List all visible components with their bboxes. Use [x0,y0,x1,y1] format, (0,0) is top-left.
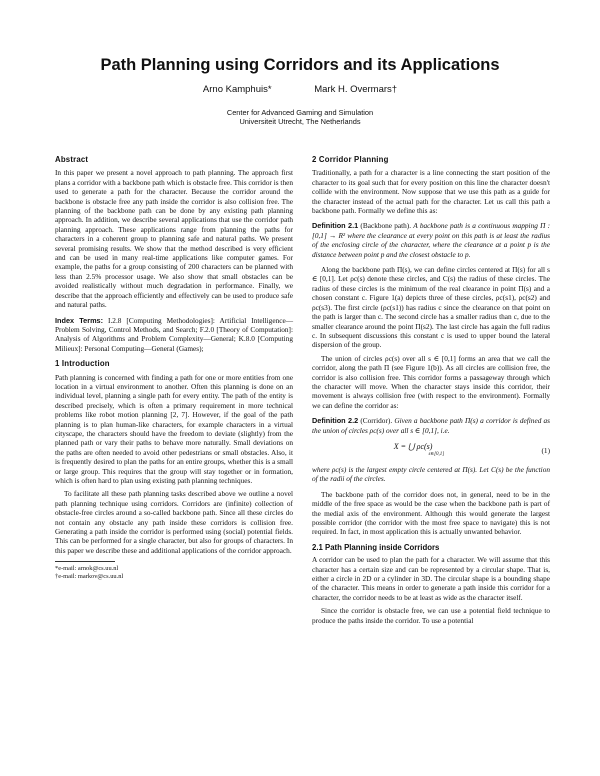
index-terms-text: I.2.8 [Computing Methodologies]: Artificial Intelligence—Problem Solving, Control Methods, and Search; F.2.0 [Theory of Computation]: Analysis of Algorithms and Problem Complexity—General; K.8.0 [Computing Milieux]: Personal Computing—General (Games); [55,315,293,353]
affiliation-line-1: Center for Advanced Gaming and Simulation [226,108,374,117]
subsection-2-1-paragraph-2: Since the corridor is obstacle free, we can use a potential field technique to produce the paths inside the corridor. To use a potential [312,606,550,625]
index-terms-label: Index Terms: [55,315,104,325]
corridor-paragraph-3: The union of circles ρc(s) over all s ∈ [0,1] forms an area that we call the corridor, along the path Π (see Figure 1(b)). As all circles are collision free, the corridor is also collision free. This corridor forms a passageway through which the character will move. When the character stays inside this corridor, their movement is always collision free (with respect to the environment). Formally we can define the corridor as: [312,353,550,410]
definition-backbone-path [312,221,550,259]
corridor-paragraph-2: Along the backbone path Π(s), we can define circles centered at Π(s) for all s ∈ [0,1]. Let ρc(s) denote these circles, and C(s) the radius of these circles. The radius of these circles is the minimum of the real clearance in point Π(s) and a chosen constant c. Figure 1(a) depicts three of these circles, ρc(s1), ρc(s2) and ρc(s3). The first circle (ρc(s1)) has radius c since the clearance on that point on the path is larger than c. The second circle has a smaller radius than c, due to the smaller clearance around the point Π(s2). The last circle has again the full radius c. In subsequent discussions this constant c is used to upper bound the lateral dispersion of the group. [312,265,550,350]
subsection-2-1-heading: 2.1 Path Planning inside Corridors [312,542,440,552]
corridor-paragraph-4: The backbone path of the corridor does not, in general, need to be in the middle of the free space as would be the case when the backbone path is part of the medial axis of the environment. Although this would generate the largest possible corridor (the corridor with the most free space to navigate) this is not required. In fact, in most application this is actually unwanted behavior. [312,489,550,537]
corridor-planning-heading: 2 Corridor Planning [312,155,389,164]
equation-1 [312,439,550,463]
introduction-paragraph-1: Path planning is concerned with finding a path for one or more entities from one location in a virtual environment to another. Often this planning is done on an individual level, planning a single path for every entity. The path of the entity is described precisely, which is often a primary requirement in more technical problems like robot motion planning [2, 7]. However, if the goal of the path planning is to plan human-like characters, for example characters in a virtual cityscape, the characters should have the freedom to deviate (slightly) from the planned path or vary their paths to behave more naturally. Small deviations on the paths are often needed to avoid other pedestrians or small obstacles. Also, it is frequently desired to plan the paths for an entire groups, whether this is a small or large group. This requires that the group will stay together or in formation, which is often hard to plan using existing path planning techniques. [55,372,293,485]
equation-subscript: s∈[0,1] [428,452,445,458]
author-kamphuis: Arno Kamphuis* [202,84,272,95]
definition-2-1-label: Definition 2.1 [312,221,359,231]
footnote-1: *e-mail: arnok@cs.uu.nl [55,565,119,573]
affiliation [0,108,600,126]
footnote-2: †e-mail: markov@cs.uu.nl [55,573,124,581]
equation-expression: X = ⋃ ρc(s) [393,442,433,452]
equation-body [312,442,526,459]
definition-2-2-name: (Corridor). [360,416,393,426]
definition-2-1-name: (Backbone path). [360,221,412,231]
left-column [55,155,293,581]
corridor-paragraph-1: Traditionally, a path for a character is a line connecting the start position of the character to its goal such that for every position on this line the character doesn't collide with the environment. Now suppose that we use this path as a guide for the character instead of the actual path for the character. Let us call this path a backbone path. Formally we define this as: [312,168,550,216]
author-line [0,84,600,95]
definition-2-2-continuation: where ρc(s) is the largest empty circle centered at Π(s). Let C(s) be the function of the radii of the circles. [312,464,550,484]
index-terms [55,316,293,354]
author-overmars: Mark H. Overmars† [314,84,398,95]
equation-number: (1) [541,446,550,456]
footnote-rule [55,561,115,562]
subsection-2-1-paragraph-1: A corridor can be used to plan the path for a character. We will assume that this character has a certain size and can be represented by a circular shape. That is, either a circle in 2D or a cylinder in 3D. The circular shape is a bounding shape of the character. This means in order to generate a path inside this corridor for a character, the corridor needs to be at least as wide as the character itself. [312,555,550,602]
paper-title: Path Planning using Corridors and its Applications [100,56,500,74]
definition-corridor [312,416,550,435]
introduction-heading: 1 Introduction [55,359,110,369]
definition-2-1-text: A backbone path is a continuous mapping Π : [0,1] → R² where the clearance at every point on this path is at least the radius of the enclosing circle of the character, where the clearance at a point p is the distance between point p and the closest obstacle to p. [312,221,551,259]
abstract-heading: Abstract [55,155,89,164]
definition-2-2-text: Given a backbone path Π(s) a corridor is defined as the union of circles ρc(s) over all s ∈ [0,1], i.e. [312,416,550,435]
definition-2-2-label: Definition 2.2 [312,416,359,426]
right-column [312,155,550,625]
introduction-paragraph-2: To facilitate all these path planning tasks described above we outline a novel path planning technique using corridors. Corridors are (infinite) collection of obstacle-free circles around a so-called backbone path. Since all these circles do not contain any obstacle any path inside these corridors is collision free. Generating a path inside the corridor is performed using (social) potential fields. This can be performed for a single character, but also for groups of characters. In this paper we describe these and additional applications of the corridor approach. [55,489,293,555]
affiliation-line-2: Universiteit Utrecht, The Netherlands [239,117,361,126]
abstract-text: In this paper we present a novel approach to path planning. The approach first plans a corridor with a backbone path which is obstacle free. This corridor is then used to generate a path for the character. Because the corridor around the backbone is obstacle free any path inside the corridor is also collision free. The planning of the backbone path can be done by any existing path planning approach. In addition, we describe several applications that use the corridor path planning approach. These applications range from planning the paths for characters in a coherent group to planning safe and natural paths. We present several promising results. We show that the method described is very efficient and can be used in many real-time applications like computer games. For example, the paths for a group consisting of 200 characters can be planned with less than 2.5% processor usage. We also show that small obstacles can be avoided realistically without much degradation in performance. Finally, we describe that the approach efficiently and effectively can be used to produce safe and natural paths. [55,168,293,310]
